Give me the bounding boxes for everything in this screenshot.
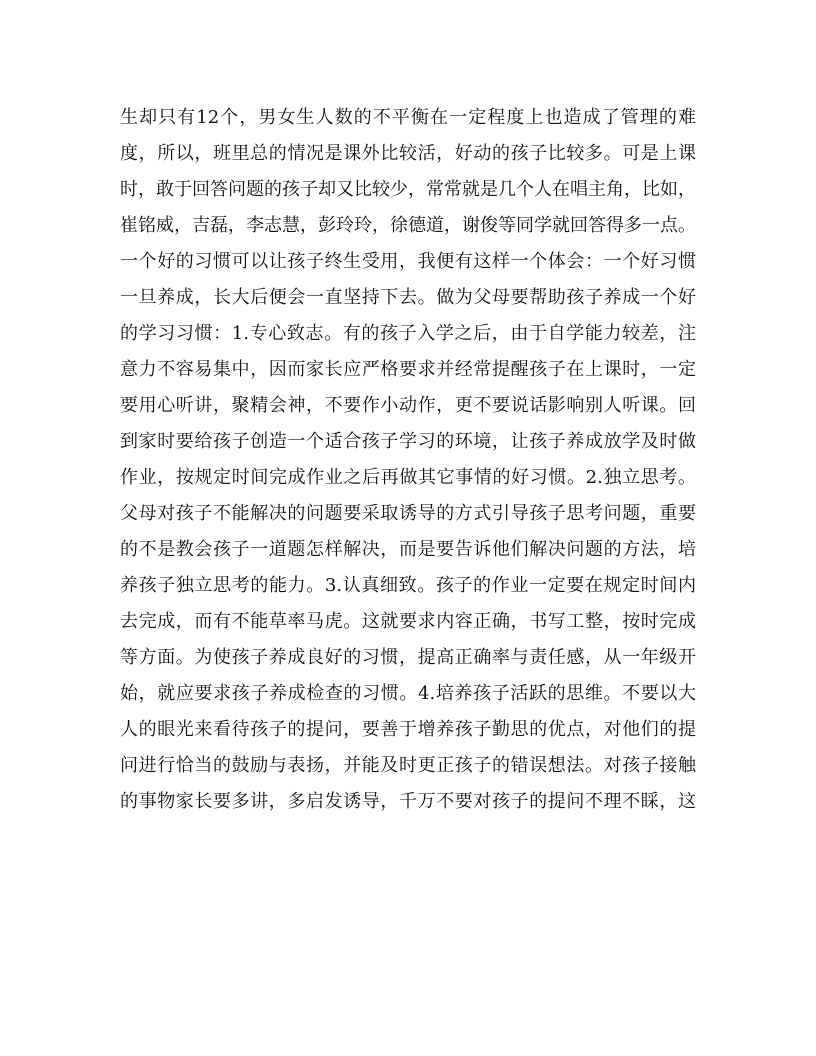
text-line-6: 一旦养成，长大后便会一直坚持下去。做为父母要帮助孩子养成一个好 — [120, 287, 696, 308]
text-line-16: 等方面。为使孩子养成良好的习惯，提高正确率与责任感，从一年级开 — [120, 647, 696, 668]
text-line-13: 的不是教会孩子一道题怎样解决，而是要告诉他们解决问题的方法，培 — [120, 539, 696, 560]
text-line-7: 的学习习惯：1.专心致志。有的孩子入学之后，由于自学能力较差，注 — [120, 323, 696, 344]
text-line-8: 意力不容易集中，因而家长应严格要求并经常提醒孩子在上课时，一定 — [120, 359, 696, 380]
text-line-5: 一个好的习惯可以让孩子终生受用，我便有这样一个体会：一个好习惯 — [120, 251, 696, 272]
text-line-11: 作业，按规定时间完成作业之后再做其它事情的好习惯。2.独立思考。 — [120, 467, 696, 488]
body-text — [120, 100, 696, 820]
text-line-15: 去完成，而有不能草率马虎。这就要求内容正确，书写工整，按时完成 — [120, 611, 696, 632]
text-line-4: 崔铭威，吉磊，李志慧，彭玲玲，徐德道，谢俊等同学就回答得多一点。 — [120, 215, 696, 236]
text-line-18: 人的眼光来看待孩子的提问，要善于增养孩子勤思的优点，对他们的提 — [120, 719, 696, 740]
text-line-20: 的事物家长要多讲，多启发诱导，千万不要对孩子的提问不理不睬，这 — [120, 791, 696, 812]
text-line-3: 时，敢于回答问题的孩子却又比较少，常常就是几个人在唱主角，比如， — [120, 179, 696, 200]
text-line-9: 要用心听讲，聚精会神，不要作小动作，更不要说话影响别人听课。回 — [120, 395, 696, 416]
text-line-14: 养孩子独立思考的能力。3.认真细致。孩子的作业一定要在规定时间内 — [120, 575, 696, 596]
text-line-12: 父母对孩子不能解决的问题要采取诱导的方式引导孩子思考问题，重要 — [120, 503, 696, 524]
text-line-1: 生却只有12个，男女生人数的不平衡在一定程度上也造成了管理的难 — [120, 107, 696, 128]
text-line-2: 度，所以，班里总的情况是课外比较活，好动的孩子比较多。可是上课 — [120, 143, 696, 164]
text-line-19: 问进行恰当的鼓励与表扬，并能及时更正孩子的错误想法。对孩子接触 — [120, 755, 696, 776]
text-line-17: 始，就应要求孩子养成检查的习惯。4.培养孩子活跃的思维。不要以大 — [120, 683, 696, 704]
text-line-10: 到家时要给孩子创造一个适合孩子学习的环境，让孩子养成放学及时做 — [120, 431, 696, 452]
